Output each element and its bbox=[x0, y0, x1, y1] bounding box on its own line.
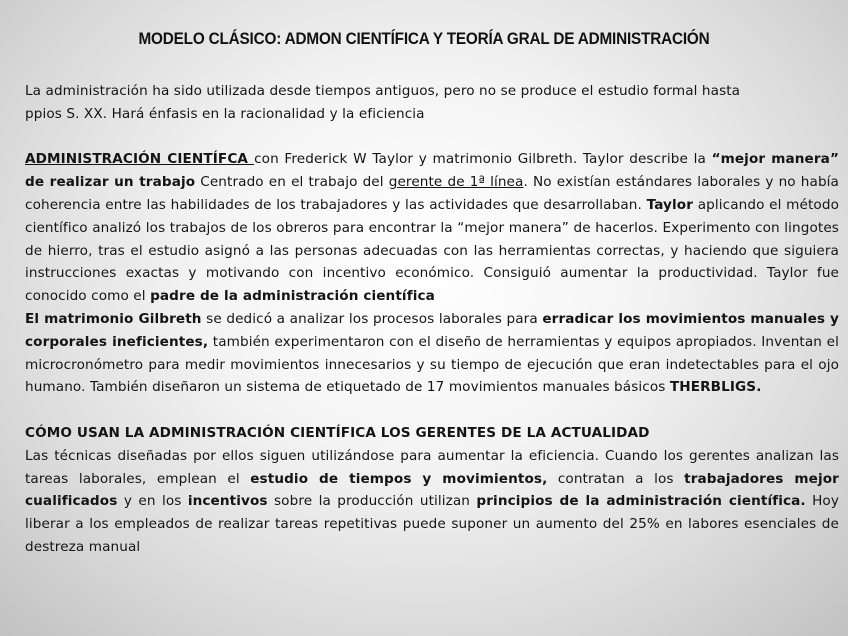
slide-title: MODELO CLÁSICO: ADMON CIENTÍFICA Y TEORÍA GRAL DE ADMINISTRACIÓN bbox=[138, 29, 710, 48]
today-heading-line bbox=[25, 422, 839, 445]
today-bold-2: trabajadores mejor cualificados bbox=[25, 470, 839, 510]
taylor-bold-3: padre de la administración científica bbox=[150, 288, 435, 305]
slide-body bbox=[25, 80, 839, 559]
gilbreth-bold-2: erradicar los movimientos manuales y corporales ineficientes, bbox=[25, 310, 840, 350]
spacer bbox=[25, 399, 839, 422]
today-bold-4: principios de la administración científica. bbox=[476, 493, 806, 510]
gilbreth-text-2: también experimentaron con el diseño de herramientas y equipos apropiados. Inventan el microcronómetro para medir movimientos innecesarios y su tiempo de ejecución que eran indetectables para el ojo humano. También diseñaron un sistema de etiquetado de 17 movimientos manuales básicos bbox=[25, 333, 840, 396]
intro-line-2: ppios S. XX. Hará énfasis en la racionalidad y la eficiencia bbox=[25, 105, 425, 122]
taylor-paragraph bbox=[25, 148, 839, 308]
today-text-4: sobre la producción utilizan bbox=[267, 493, 477, 510]
today-heading: CÓMO USAN LA ADMINISTRACIÓN CIENTÍFICA LOS GERENTES DE LA ACTUALIDAD bbox=[25, 424, 650, 441]
today-paragraph bbox=[25, 445, 839, 559]
taylor-bold-2: Taylor bbox=[646, 196, 694, 213]
today-text-3: y en los bbox=[117, 493, 188, 510]
today-bold-3: incentivos bbox=[187, 493, 268, 510]
taylor-text-1: con Frederick W Taylor y matrimonio Gilbreth. Taylor describe la bbox=[254, 151, 712, 168]
taylor-text-4: aplicando el método científico analizó los trabajos de los obreros para encontrar la “mejor manera” de hacerlos. Experimento con lingotes de hierro, tras el estudio asignó a las personas adecuadas con las herramientas correctas, y haciendo que siguiera instrucciones exactas y motivando con incentivo económico. Consiguió aumentar la productividad. Taylor fue conocido como el bbox=[25, 196, 839, 305]
taylor-text-2: Centrado en el trabajo del bbox=[195, 174, 389, 191]
gilbreth-bold-1: El matrimonio Gilbreth bbox=[25, 310, 202, 327]
taylor-heading: ADMINISTRACIÓN CIENTÍFCA bbox=[25, 151, 255, 168]
taylor-underline-1: gerente de 1ª línea bbox=[388, 174, 524, 191]
intro-line-1: La administración ha sido utilizada desde tiempos antiguos, pero no se produce el estudio formal hasta bbox=[25, 83, 741, 99]
gilbreth-bold-3: THERBLIGS. bbox=[669, 379, 762, 396]
taylor-bold-1: “mejor manera” de realizar un trabajo bbox=[25, 151, 839, 191]
taylor-text-3: . No existían estándares laborales y no había coherencia entre las habilidades de los trabajadores y las actividades que desarrollaban. bbox=[25, 174, 839, 213]
spacer bbox=[25, 126, 839, 149]
today-text-1: Las técnicas diseñadas por ellos siguen utilizándose para aumentar la eficiencia. Cuando los gerentes analizan las tareas laborales, emplean el bbox=[25, 447, 839, 487]
today-bold-1: estudio de tiempos y movimientos, bbox=[250, 470, 548, 487]
gilbreth-text-1: se dedicó a analizar los procesos laborales para bbox=[201, 310, 543, 327]
today-text-2: contratan a los bbox=[547, 470, 685, 487]
today-text-5: Hoy liberar a los empleados de realizar tareas repetitivas puede suponer un aumento del 25% en labores esenciales de destreza manual bbox=[25, 493, 839, 555]
gilbreth-paragraph bbox=[25, 308, 839, 399]
